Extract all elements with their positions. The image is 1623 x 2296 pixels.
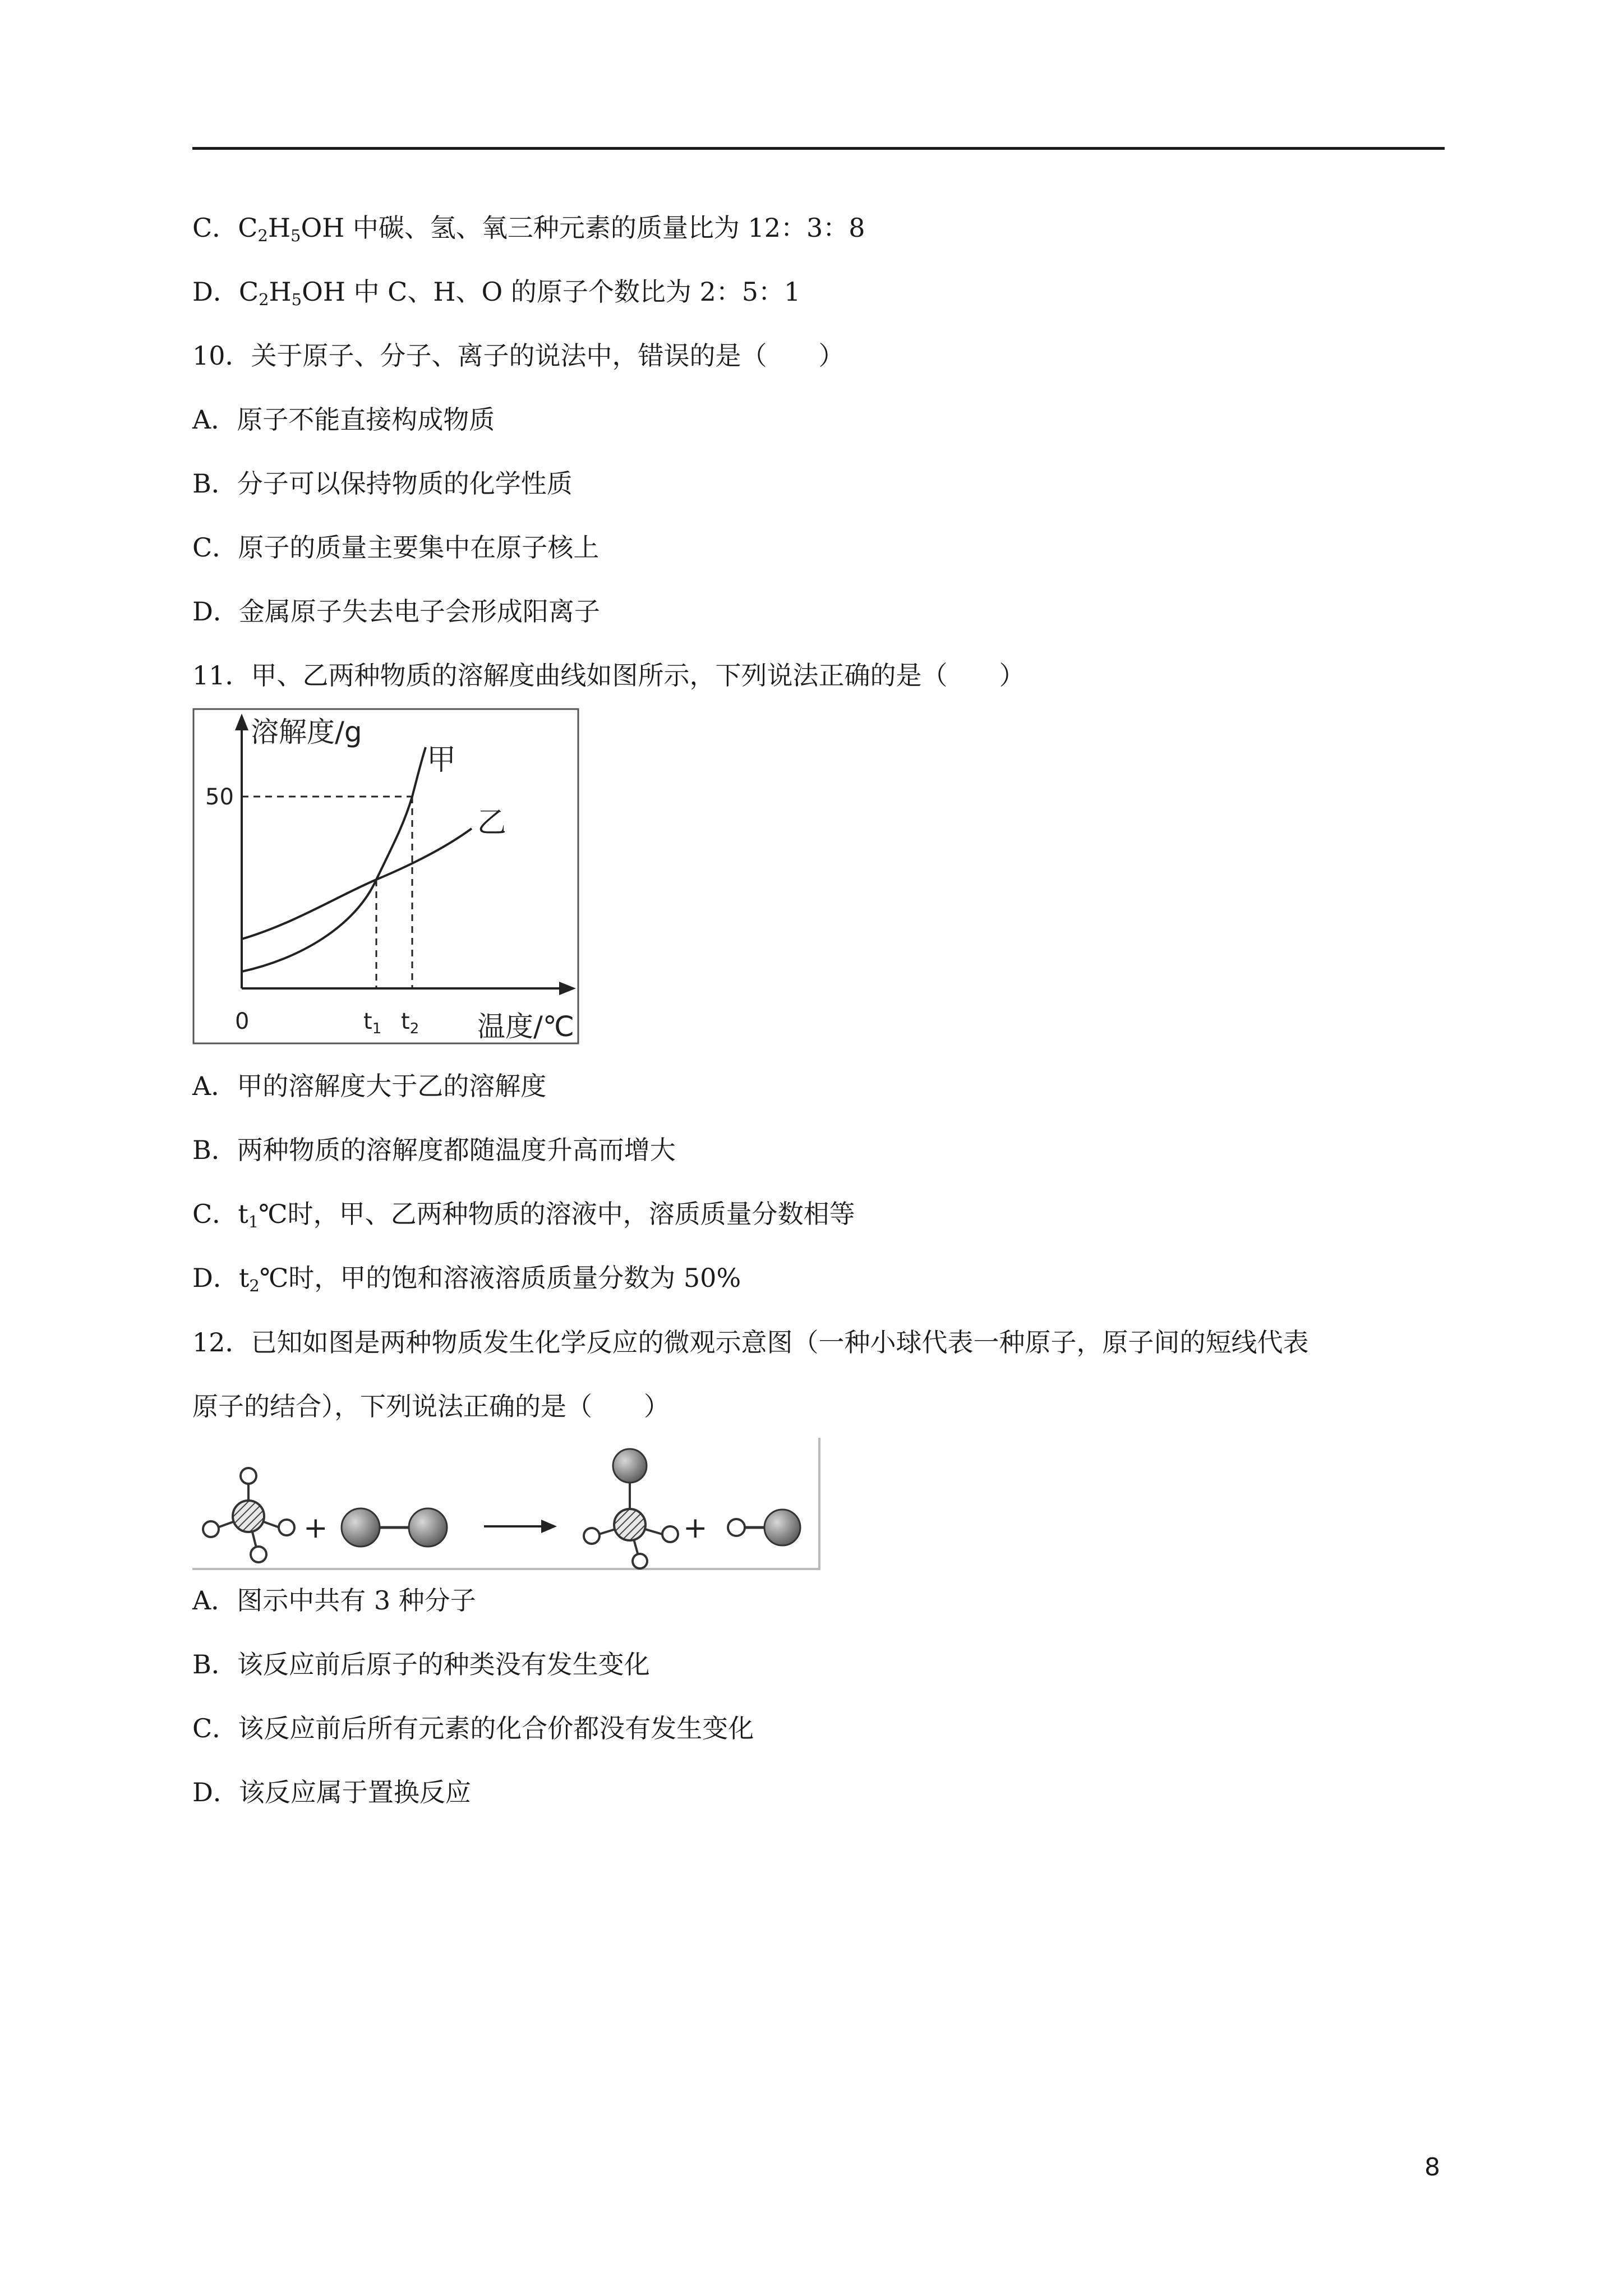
- reaction-arrow: [484, 1520, 557, 1533]
- q12-stem-line1: 12．已知如图是两种物质发生化学反应的微观示意图（一种小球代表一种原子，原子间的短线代表: [192, 1327, 1309, 1358]
- y-axis-arrow: [235, 714, 248, 730]
- reactant-molecule-2: [342, 1508, 447, 1547]
- x-axis-label: 温度/℃: [477, 1010, 574, 1043]
- q12-option-c: C．该反应前后所有元素的化合价都没有发生变化: [192, 1713, 754, 1743]
- series-yi-curve: [242, 829, 472, 939]
- q12-option-d: D．该反应属于置换反应: [192, 1777, 471, 1807]
- q11-option-d: D．$t_2℃$时，甲的饱和溶液溶质质量分数为 50%: [192, 1263, 741, 1295]
- plus-sign-2: +: [683, 1511, 708, 1545]
- reaction-diagram: [192, 1438, 820, 1572]
- page-number: 8: [1424, 2153, 1440, 2182]
- q10-option-a: A．原子不能直接构成物质: [192, 404, 495, 435]
- q9-option-c: C．$C_2H_5OH$ 中碳、氢、氧三种元素的质量比为 12：3：8: [192, 213, 865, 245]
- q12-stem-line2: 原子的结合），下列说法正确的是（ ）: [192, 1391, 670, 1421]
- y-tick-50: 50: [205, 784, 234, 810]
- q10-option-d: D．金属原子失去电子会形成阳离子: [192, 596, 600, 627]
- x-tick-t2: $t_2$: [401, 1009, 419, 1037]
- q11-option-b: B．两种物质的溶解度都随温度升高而增大: [192, 1135, 676, 1165]
- q11-option-a: A．甲的溶解度大于乙的溶解度: [192, 1071, 547, 1101]
- q12-option-a: A．图示中共有 3 种分子: [192, 1585, 476, 1616]
- product-molecule-1: [584, 1449, 678, 1568]
- header-rule: [192, 147, 1445, 150]
- series-jia-label: 甲: [427, 743, 457, 777]
- q9-option-d: D．$C_2H_5OH$ 中 C、H、O 的原子个数比为 2：5：1: [192, 277, 801, 309]
- q10-stem: 10．关于原子、分子、离子的说法中，错误的是（ ）: [192, 341, 845, 371]
- x-axis-arrow: [559, 982, 576, 995]
- series-jia-curve: [242, 747, 426, 972]
- series-yi-label: 乙: [477, 806, 507, 840]
- origin-label: 0: [235, 1009, 250, 1034]
- plus-sign-1: +: [303, 1511, 328, 1545]
- x-tick-t1: $t_1$: [363, 1009, 382, 1037]
- q10-option-c: C．原子的质量主要集中在原子核上: [192, 532, 600, 563]
- q11-stem: 11．甲、乙两种物质的溶解度曲线如图所示，下列说法正确的是（ ）: [192, 660, 1025, 691]
- y-axis-label: 溶解度/g: [251, 716, 362, 748]
- q11-option-c: C．$t_1℃$时，甲、乙两种物质的溶液中，溶质质量分数相等: [192, 1199, 855, 1231]
- reactant-molecule-1: [203, 1468, 294, 1562]
- q10-option-b: B．分子可以保持物质的化学性质: [192, 468, 573, 499]
- solubility-chart: [192, 708, 579, 1047]
- q12-option-b: B．该反应前后原子的种类没有发生变化: [192, 1649, 650, 1680]
- product-molecule-2: [728, 1510, 800, 1545]
